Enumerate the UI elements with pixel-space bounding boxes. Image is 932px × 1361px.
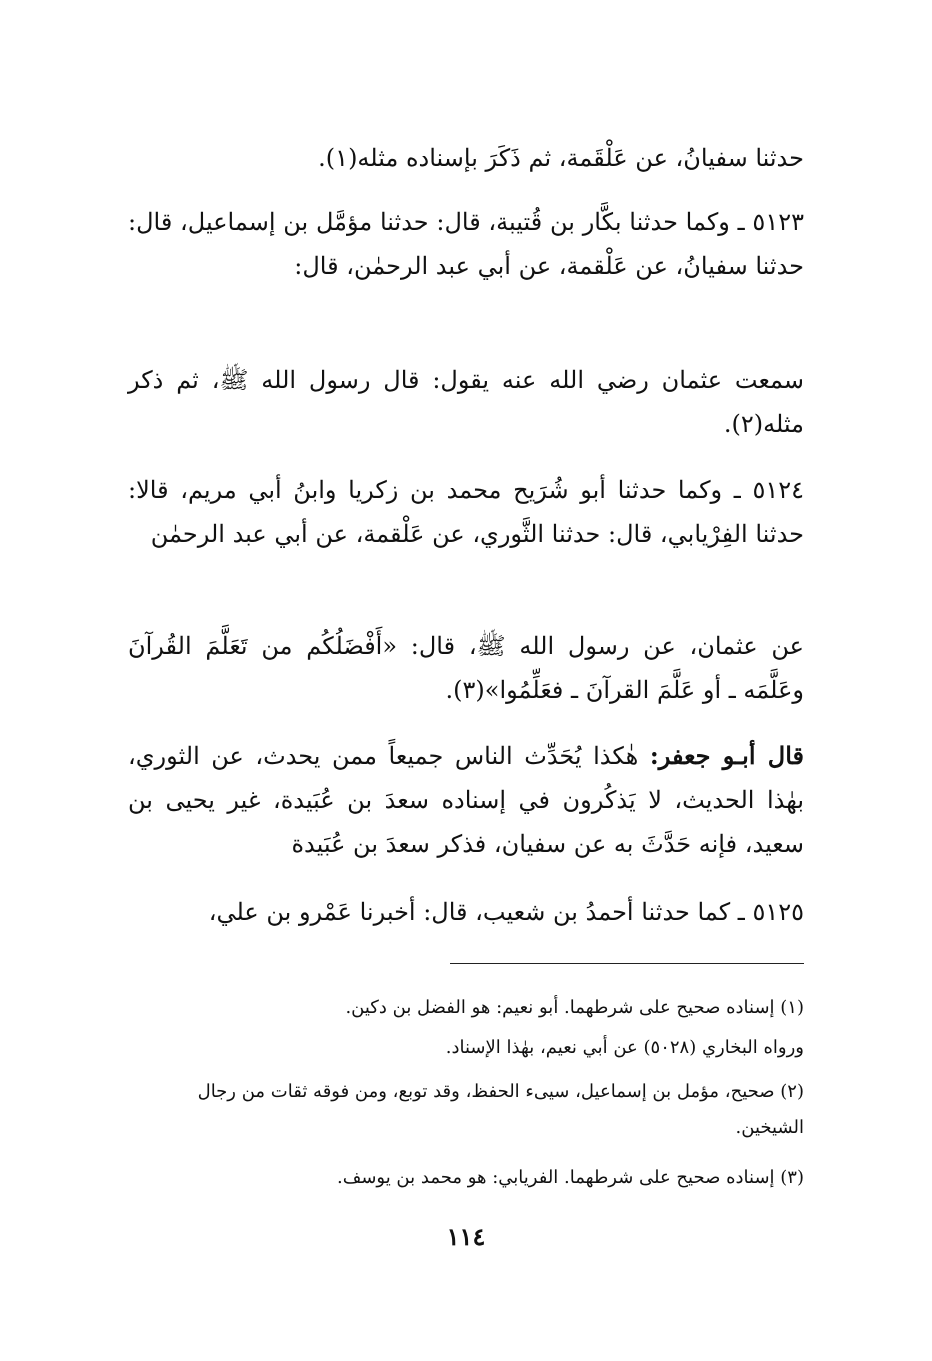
paragraph-text: وكما حدثنا بكَّار بن قُتيبة، قال: حدثنا مؤمَّل بن إسماعيل، قال: حدثنا سفيانُ، عن عَلْقمة، عن أبي عبد الرحمٰن، قال: xyxy=(128,208,804,280)
paragraph-3 xyxy=(128,358,804,446)
paragraph-hadith-5124 xyxy=(128,468,804,556)
paragraph-abu-jafar xyxy=(128,734,804,866)
paragraph-hadith-5123 xyxy=(128,200,804,288)
hadith-number: ٥١٢٥ ـ xyxy=(737,898,804,926)
footnote-3 xyxy=(124,1160,804,1196)
hadith-number: ٥١٢٤ ـ xyxy=(733,476,804,504)
paragraph-text: وكما حدثنا أبو شُرَيح محمد بن زكريا وابنُ أبي مريم، قالا: حدثنا الفِرْيابي، قال: حدثنا الثَّوري، عن عَلْقمة، عن أبي عبد الرحمٰن xyxy=(128,476,804,548)
paragraph-5 xyxy=(128,624,804,712)
paragraph-text: عن عثمان، عن رسول الله ﷺ، قال: «أَفْضَلُكُم من تَعَلَّمَ القُرآنَ وعَلَّمَه ـ أو عَلَّمَ القرآنَ ـ فعَلِّمُوا»(٣). xyxy=(128,632,804,704)
footnote-text: (١) إسناده صحيح على شرطهما. أبو نعيم: هو الفضل بن دكين. xyxy=(345,997,804,1018)
paragraph-lead: قال أبـو جعفر: xyxy=(649,741,804,770)
paragraph-1 xyxy=(128,136,804,180)
footnote-1-continued xyxy=(124,1030,804,1066)
hadith-number: ٥١٢٣ ـ xyxy=(737,208,804,236)
footnote-text: (٣) إسناده صحيح على شرطهما. الفريابي: هو محمد بن يوسف. xyxy=(336,1167,804,1188)
paragraph-hadith-5125 xyxy=(128,890,804,934)
paragraph-text: كما حدثنا أحمدُ بن شعيب، قال: أخبرنا عَمْرو بن علي، xyxy=(208,898,731,926)
footnote-divider xyxy=(450,963,804,964)
page-number: ١١٤ xyxy=(446,1222,486,1251)
footnote-text: (٢) صحيح، مؤمل بن إسماعيل، سيىء الحفظ، وقد توبع، ومن فوقه ثقات من رجال الشيخين. xyxy=(197,1081,804,1138)
paragraph-text: سمعت عثمان رضي الله عنه يقول: قال رسول الله ﷺ، ثم ذكر مثله(٢). xyxy=(128,366,805,438)
paragraph-text: هٰكذا يُحَدِّث الناس جميعاً ممن يحدث، عن الثوري، بهٰذا الحديث، لا يَذكُرون في إسناده سعدَ بن عُبَيدة، غير يحيى بن سعيد، فإنه حَدَّثَ به عن سفيان، فذكر سعدَ بن عُبَيدة xyxy=(128,742,805,858)
footnote-2 xyxy=(124,1074,804,1146)
footnote-1 xyxy=(124,990,804,1026)
paragraph-text: حدثنا سفيانُ، عن عَلْقَمة، ثم ذَكَرَ بإسناده مثله(١). xyxy=(318,144,804,172)
footnote-text: ورواه البخاري (٥٠٢٨) عن أبي نعيم، بهٰذا الإسناد. xyxy=(445,1037,804,1058)
